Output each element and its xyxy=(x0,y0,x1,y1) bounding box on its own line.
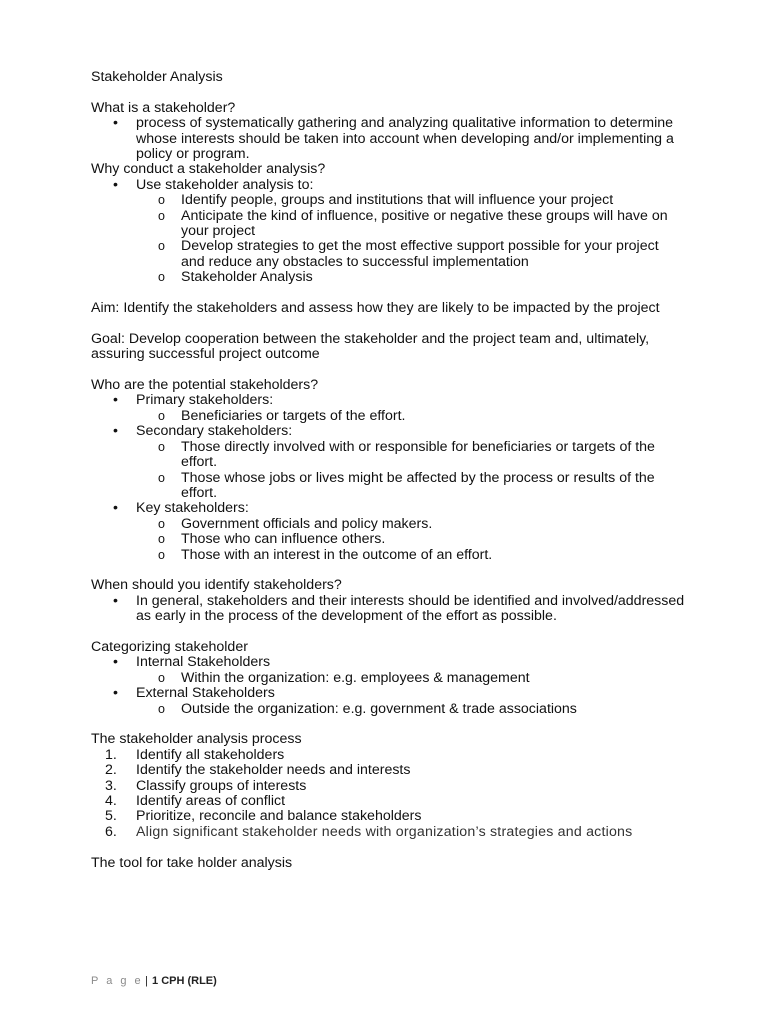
page-word: P a g e xyxy=(91,975,144,987)
who-heading: Who are the potential stakeholders? xyxy=(91,377,319,394)
who-list xyxy=(91,393,686,562)
list-item: • process of systematically gathering and analyzing qualitative information to determine whose interests should be taken into account when developing and/or implementing a policy or program. xyxy=(113,115,674,163)
list-item: 5. Prioritize, reconcile and balance stakeholders xyxy=(105,808,422,825)
process-list xyxy=(91,748,686,840)
list-item: • Use stakeholder analysis to: xyxy=(113,176,314,193)
list-item: o Those with an interest in the outcome of an effort. xyxy=(158,546,493,563)
list-item: 6. Align significant stakeholder needs with organization’s strategies and actions xyxy=(105,823,633,840)
footer-separator: | xyxy=(145,975,149,987)
list-item: 1. Identify all stakeholders xyxy=(105,746,285,763)
list-item: o Government officials and policy makers. xyxy=(158,515,433,532)
list-item: o Identify people, groups and institutions that will influence your project xyxy=(158,192,614,209)
when-heading: When should you identify stakeholders? xyxy=(91,577,342,594)
list-item: o Stakeholder Analysis xyxy=(158,269,313,286)
list-item: • Primary stakeholders: xyxy=(113,392,274,409)
categorizing-list xyxy=(91,655,686,717)
list-item: o Those directly involved with or responsible for beneficiaries or targets of the effort. xyxy=(158,438,655,471)
list-item: 4. Identify areas of conflict xyxy=(105,792,286,809)
process-heading: The stakeholder analysis process xyxy=(91,731,302,748)
what-heading: What is a stakeholder? xyxy=(91,99,236,116)
why-heading: Why conduct a stakeholder analysis? xyxy=(91,161,326,178)
list-item: • In general, stakeholders and their interests should be identified and involved/addressed as early in the process of the development of the effort as possible. xyxy=(113,592,685,625)
list-item: 2. Identify the stakeholder needs and interests xyxy=(105,762,411,779)
list-item: • Secondary stakeholders: xyxy=(113,423,293,440)
goal-paragraph: Goal: Develop cooperation between the stakeholder and the project team and, ultimately, assuring successful project outcome xyxy=(91,330,650,363)
list-item: • External Stakeholders xyxy=(113,685,275,702)
tool-heading: The tool for take holder analysis xyxy=(91,854,293,871)
list-item: • Key stakeholders: xyxy=(113,500,249,517)
page-footer xyxy=(91,974,217,989)
what-list xyxy=(91,116,686,162)
list-item: o Anticipate the kind of influence, positive or negative these groups will have on your project xyxy=(158,207,668,240)
list-item: o Those who can influence others. xyxy=(158,531,386,548)
course-code: 1 CPH (RLE) xyxy=(152,975,217,987)
list-item: o Those whose jobs or lives might be affected by the process or results of the effort. xyxy=(158,469,655,501)
list-item: o Within the organization: e.g. employees & management xyxy=(158,669,530,686)
list-item: 3. Classify groups of interests xyxy=(105,777,307,794)
list-item: • Internal Stakeholders xyxy=(113,654,271,671)
when-list xyxy=(91,594,686,625)
why-list xyxy=(91,178,686,286)
list-item: o Develop strategies to get the most effective support possible for your project and reduce any obstacles to successful implementation xyxy=(158,238,659,270)
list-item: o Beneficiaries or targets of the effort. xyxy=(158,407,406,424)
list-item: o Outside the organization: e.g. government & trade associations xyxy=(158,700,577,717)
doc-title: Stakeholder Analysis xyxy=(91,69,223,85)
categorizing-heading: Categorizing stakeholder xyxy=(91,638,248,655)
aim-paragraph: Aim: Identify the stakeholders and assess how they are likely to be impacted by the project xyxy=(91,300,660,317)
